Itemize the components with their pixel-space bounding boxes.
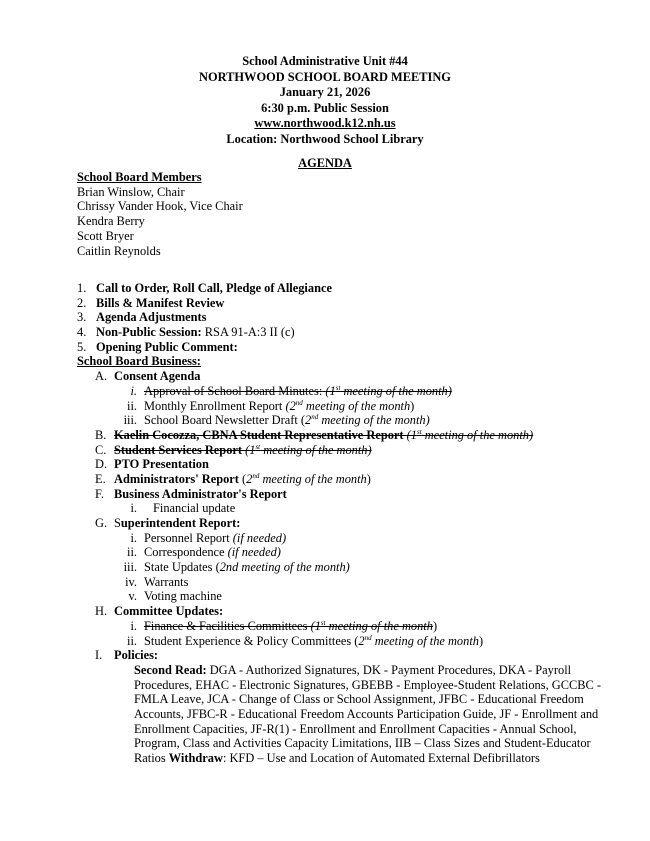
sub-item-content: Correspondence (if needed) [144, 545, 281, 560]
consent-item-enrollment [77, 399, 637, 414]
withdraw-text: : KFD – Use and Location of Automated External Defibrillators [222, 751, 540, 766]
withdraw-label: Withdraw [168, 751, 223, 766]
meeting-note: 2nd meeting of the month [358, 633, 479, 648]
meeting-date: January 21, 2026 [279, 85, 371, 100]
sub-item-content: Personnel Report (if needed) [144, 530, 287, 545]
sub-item-text: Financial update [153, 501, 236, 516]
sub-item-content [144, 384, 452, 399]
consent-item-minutes [77, 384, 637, 399]
section-letter: D. [95, 457, 108, 472]
section-h [77, 604, 637, 619]
item-content [96, 325, 295, 340]
item-number: 2. [77, 295, 87, 310]
meeting-location: Location: Northwood School Library [226, 131, 424, 146]
roman-number: i. [130, 618, 137, 633]
document-header [0, 54, 650, 148]
section-letter: B. [95, 427, 107, 442]
item-number: 3. [77, 310, 87, 325]
meeting-note: 2nd meeting of the month [246, 471, 367, 486]
section-label: Consent Agenda [114, 369, 201, 384]
sub-item-text: School Board Newsletter Draft ( [144, 413, 306, 428]
consent-item-newsletter [77, 413, 637, 428]
section-label: Business Administrator's Report [114, 486, 287, 501]
section-label: Policies: [114, 648, 159, 663]
sub-item-content: State Updates (2nd meeting of the month) [144, 560, 350, 575]
section-e [77, 472, 637, 487]
member-item: Caitlin Reynolds [77, 243, 161, 258]
roman-number: i. [130, 530, 137, 545]
item-label: Non-Public Session: [96, 325, 202, 340]
roman-number: ii. [127, 633, 137, 648]
session-time: 6:30 p.m. Public Session [261, 100, 389, 115]
section-c [77, 443, 637, 458]
agenda-item-3 [77, 310, 637, 325]
committee-item-student-experience [77, 634, 637, 649]
section-content [114, 428, 533, 443]
section-letter: E. [95, 471, 106, 486]
committee-item-finance [77, 619, 637, 634]
item-number: 5. [77, 339, 87, 354]
meeting-note: (1st meeting of the month) [242, 442, 372, 457]
agenda-item-5 [77, 340, 637, 355]
roman-number: ii. [127, 545, 137, 560]
business-heading [77, 354, 637, 369]
section-content: Administrators' Report (2nd meeting of the month) [114, 471, 371, 486]
section-i [77, 648, 637, 663]
meeting-note: (1st meeting of the month) [403, 427, 534, 442]
sub-item-content: Student Experience & Policy Committees (2nd meeting of the month) [144, 633, 484, 648]
member-item: Brian Winslow, Chair [77, 184, 185, 199]
section-letter: I. [95, 648, 103, 663]
business-item-financial [77, 501, 637, 516]
second-read-text: DGA - Authorized Signatures, DK - Payment Procedures, DKA - Payroll Procedures, EHAC - Electronic Signatures, GBEBB - Employee-Student Relations, GCCBC - FMLA Leave, JCA - Change of Class or School Assignment, JFBC - Educational Freedom Accounts, JFBC-R - Educational Freedom Accounts Participation Guide, JF - Enrollment and Enrollment Capacities, JF-R(1) - Enrollment and Enrollment Capacities - Annual School, Program, Class and Activities Capacity Limitations, IIB – Class Sizes and Student-Educator Ratios [134, 662, 601, 766]
section-label: PTO Presentation [114, 457, 209, 472]
super-item-warrants [77, 575, 637, 590]
sub-item-text: Approval of School Board Minutes: [144, 383, 323, 398]
section-label: Student Services Report [114, 442, 243, 457]
sub-item-content: Finance & Facilities Committees (1st meeting of the month) [144, 618, 438, 633]
member-item: Scott Bryer [77, 228, 134, 243]
section-letter: F. [95, 486, 104, 501]
super-item-correspondence [77, 545, 637, 560]
meeting-note: (2nd meeting of the month [285, 398, 411, 413]
policies-paragraph [134, 663, 620, 766]
org-name: School Administrative Unit #44 [242, 54, 408, 68]
section-letter: H. [95, 604, 108, 619]
section-g [77, 516, 637, 531]
section-letter: C. [95, 442, 107, 457]
section-label: Administrators' Report [114, 471, 239, 486]
roman-number: iii. [123, 413, 137, 428]
super-item-voting [77, 589, 637, 604]
section-a [77, 369, 637, 384]
sub-item-text: Voting machine [144, 589, 222, 604]
sub-item-content [144, 413, 430, 428]
item-label: Agenda Adjustments [96, 310, 207, 325]
second-read-label: Second Read: [134, 662, 207, 677]
super-item-personnel [77, 531, 637, 546]
meeting-title: NORTHWOOD SCHOOL BOARD MEETING [199, 69, 451, 84]
item-number: 1. [77, 281, 87, 295]
member-item: Chrissy Vander Hook, Vice Chair [77, 199, 243, 214]
section-letter: G. [95, 516, 108, 530]
section-label: Committee Updates: [114, 604, 224, 619]
agenda-list [77, 281, 637, 766]
business-heading-text: School Board Business: [77, 354, 201, 369]
agenda-title: AGENDA [298, 156, 352, 170]
roman-number: v. [128, 589, 137, 604]
roman-number: iii. [123, 560, 137, 575]
sub-item-text: Warrants [144, 574, 189, 589]
member-item: Kendra Berry [77, 214, 145, 229]
section-label: uperintendent Report: [120, 516, 241, 530]
section-content [114, 443, 372, 458]
meeting-note: (1st meeting of the month [307, 618, 433, 633]
section-label: Kaelin Cocozza, CBNA Student Representative Report [114, 427, 404, 442]
item-detail: RSA 91-A:3 II (c) [201, 325, 295, 340]
section-content: Superintendent Report: [114, 516, 241, 530]
section-f [77, 487, 637, 502]
sub-item-text: Monthly Enrollment Report [144, 398, 286, 413]
item-label: Bills & Manifest Review [96, 295, 225, 310]
section-letter: A. [95, 369, 108, 384]
agenda-item-4 [77, 325, 637, 340]
roman-number: i. [130, 383, 137, 398]
roman-number: i. [130, 501, 137, 516]
agenda-item-1 [77, 281, 637, 296]
item-number: 4. [77, 325, 87, 340]
super-item-state-updates [77, 560, 637, 575]
meeting-note: 2nd meeting of the month) [305, 413, 430, 428]
agenda-item-2 [77, 296, 637, 311]
item-label: Call to Order, Roll Call, Pledge of Allegiance [96, 281, 332, 295]
board-members [77, 170, 243, 258]
meeting-note: (1st meeting of the month) [325, 383, 452, 398]
sub-item-struck: Finance & Facilities Committees (1st meeting of the month [144, 618, 433, 633]
roman-number: ii. [127, 398, 137, 413]
website-link[interactable]: www.northwood.k12.nh.us [254, 116, 396, 131]
members-heading: School Board Members [77, 170, 202, 184]
sub-item-content: Monthly Enrollment Report (2nd meeting of the month) [144, 398, 415, 413]
section-b [77, 428, 637, 443]
roman-number: iv. [125, 574, 137, 589]
item-label: Opening Public Comment: [96, 339, 238, 354]
section-d [77, 457, 637, 472]
